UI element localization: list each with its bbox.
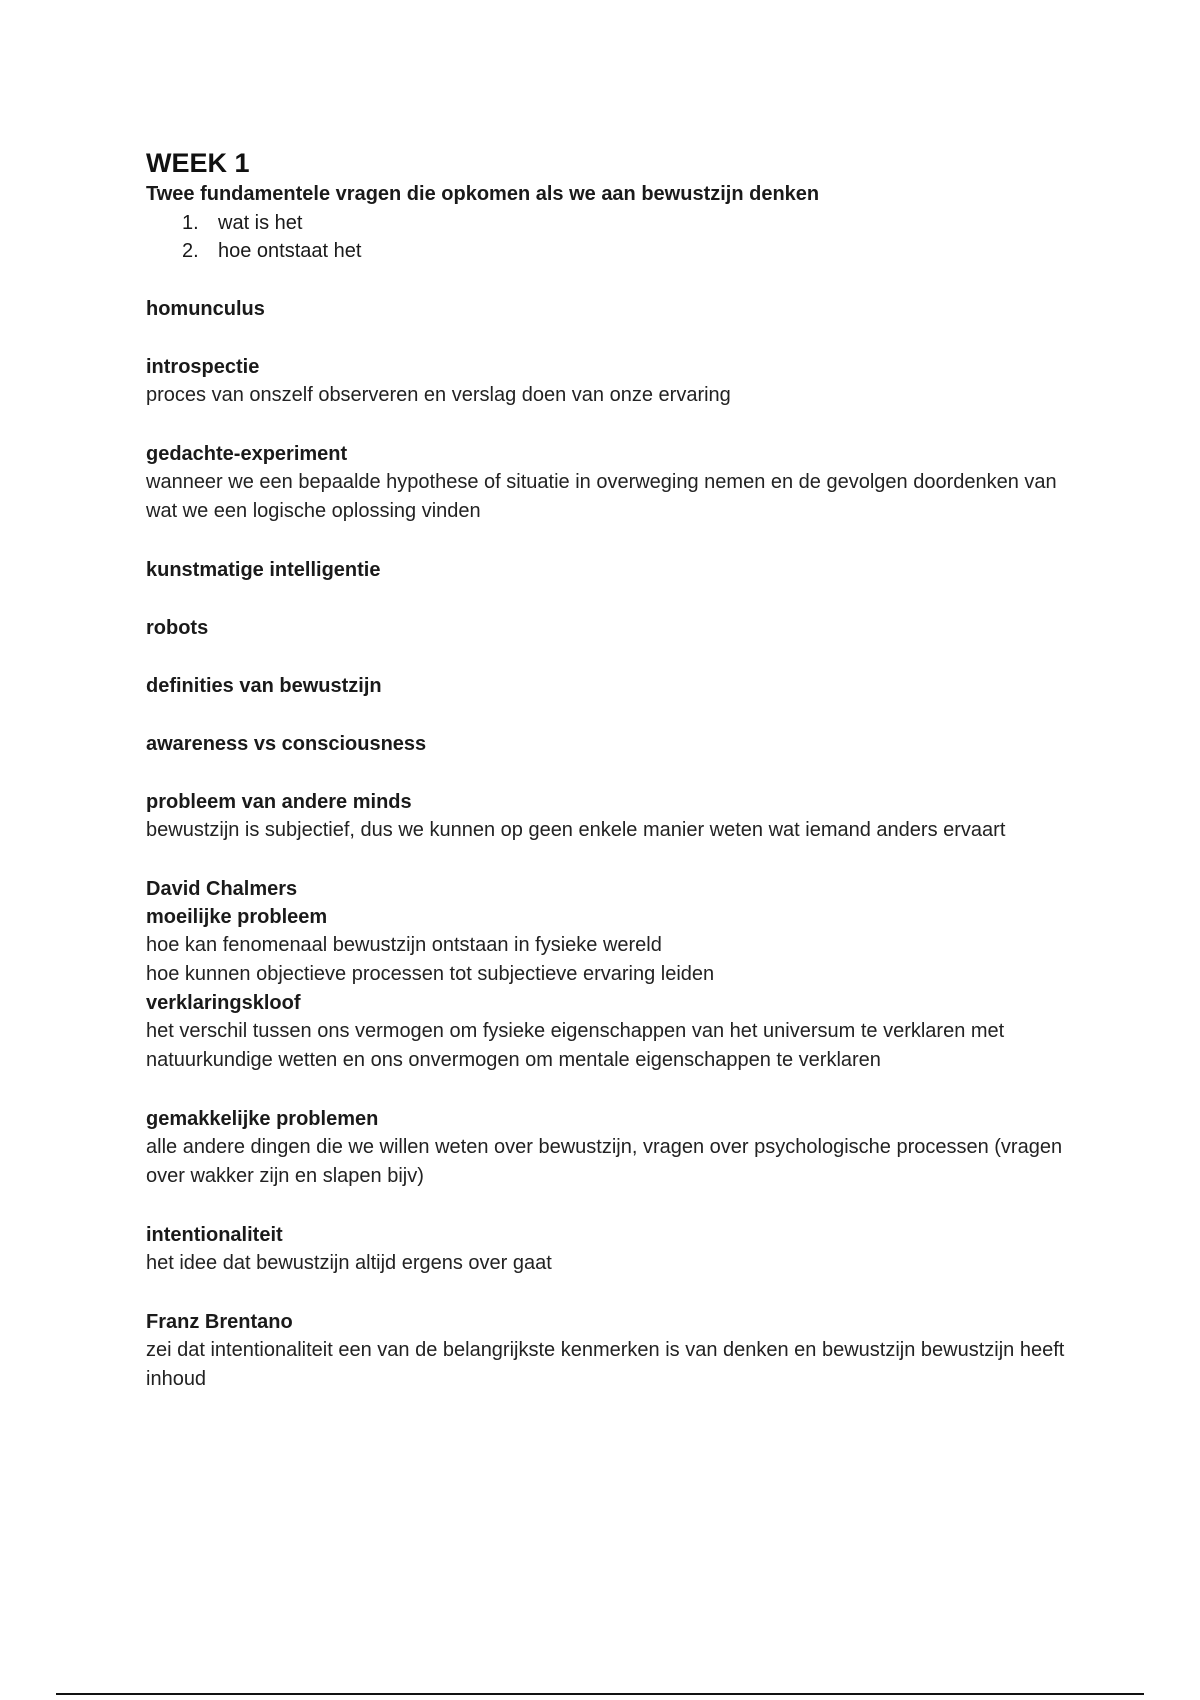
list-item (146, 209, 1086, 237)
term-definition: bewustzijn is subjectief, dus we kunnen op geen enkele manier weten wat iemand anders ervaart (146, 819, 1006, 841)
term-awareness (146, 730, 1086, 758)
list-item-text: hoe ontstaat het (218, 240, 362, 262)
term-introspectie (146, 353, 1086, 410)
term-title: probleem van andere minds (146, 791, 412, 813)
term-title: gedachte-experiment (146, 443, 348, 465)
term-robots (146, 614, 1086, 642)
list-item (146, 237, 1086, 265)
term-gedachte-experiment (146, 440, 1086, 526)
list-number: 2. (182, 240, 199, 262)
term-title: gemakkelijke problemen (146, 1108, 379, 1130)
term-definition: alle andere dingen die we willen weten over bewustzijn, vragen over psychologische processen (vragen over wakker zijn en slapen bijv) (146, 1136, 1063, 1187)
term-kunstmatige-intelligentie (146, 556, 1086, 584)
term-title: introspectie (146, 356, 260, 378)
term-definities (146, 672, 1086, 700)
term-definition: proces van onszelf observeren en verslag doen van onze ervaring (146, 384, 731, 406)
document-page (146, 146, 1086, 1394)
term-title: Franz Brentano (146, 1311, 293, 1333)
term-gemakkelijke-problemen (146, 1105, 1086, 1191)
question-list (146, 209, 1086, 265)
term-homunculus (146, 295, 1086, 323)
term-title: awareness vs consciousness (146, 733, 427, 755)
term-definition: hoe kunnen objectieve processen tot subjectieve ervaring leiden (146, 963, 715, 985)
term-title: homunculus (146, 298, 265, 320)
term-definition: wanneer we een bepaalde hypothese of situatie in overweging nemen en de gevolgen doordenken van wat we een logische oplossing vinden (146, 471, 1057, 522)
subtitle: Twee fundamentele vragen die opkomen als we aan bewustzijn denken (146, 183, 820, 205)
term-definition: hoe kan fenomenaal bewustzijn ontstaan in fysieke wereld (146, 934, 662, 956)
term-definition: het verschil tussen ons vermogen om fysieke eigenschappen van het universum te verklaren met natuurkundige wetten en ons onvermogen om mentale eigenschappen te verklaren (146, 1020, 1005, 1071)
term-subtitle: verklaringskloof (146, 992, 301, 1014)
term-definition: het idee dat bewustzijn altijd ergens over gaat (146, 1252, 552, 1274)
page-title: WEEK 1 (146, 148, 250, 178)
term-subtitle: moeilijke probleem (146, 906, 328, 928)
list-number: 1. (182, 212, 199, 234)
term-title: robots (146, 617, 209, 639)
term-brentano (146, 1308, 1086, 1394)
list-item-text: wat is het (218, 212, 303, 234)
term-chalmers (146, 875, 1086, 1075)
page-bottom-divider (56, 1693, 1144, 1695)
term-andere-minds (146, 788, 1086, 845)
term-title: definities van bewustzijn (146, 675, 382, 697)
term-definition: zei dat intentionaliteit een van de belangrijkste kenmerken is van denken en bewustzijn bewustzijn heeft inhoud (146, 1339, 1065, 1390)
term-intentionaliteit (146, 1221, 1086, 1278)
term-title: kunstmatige intelligentie (146, 559, 381, 581)
term-title: David Chalmers (146, 878, 298, 900)
term-title: intentionaliteit (146, 1224, 283, 1246)
